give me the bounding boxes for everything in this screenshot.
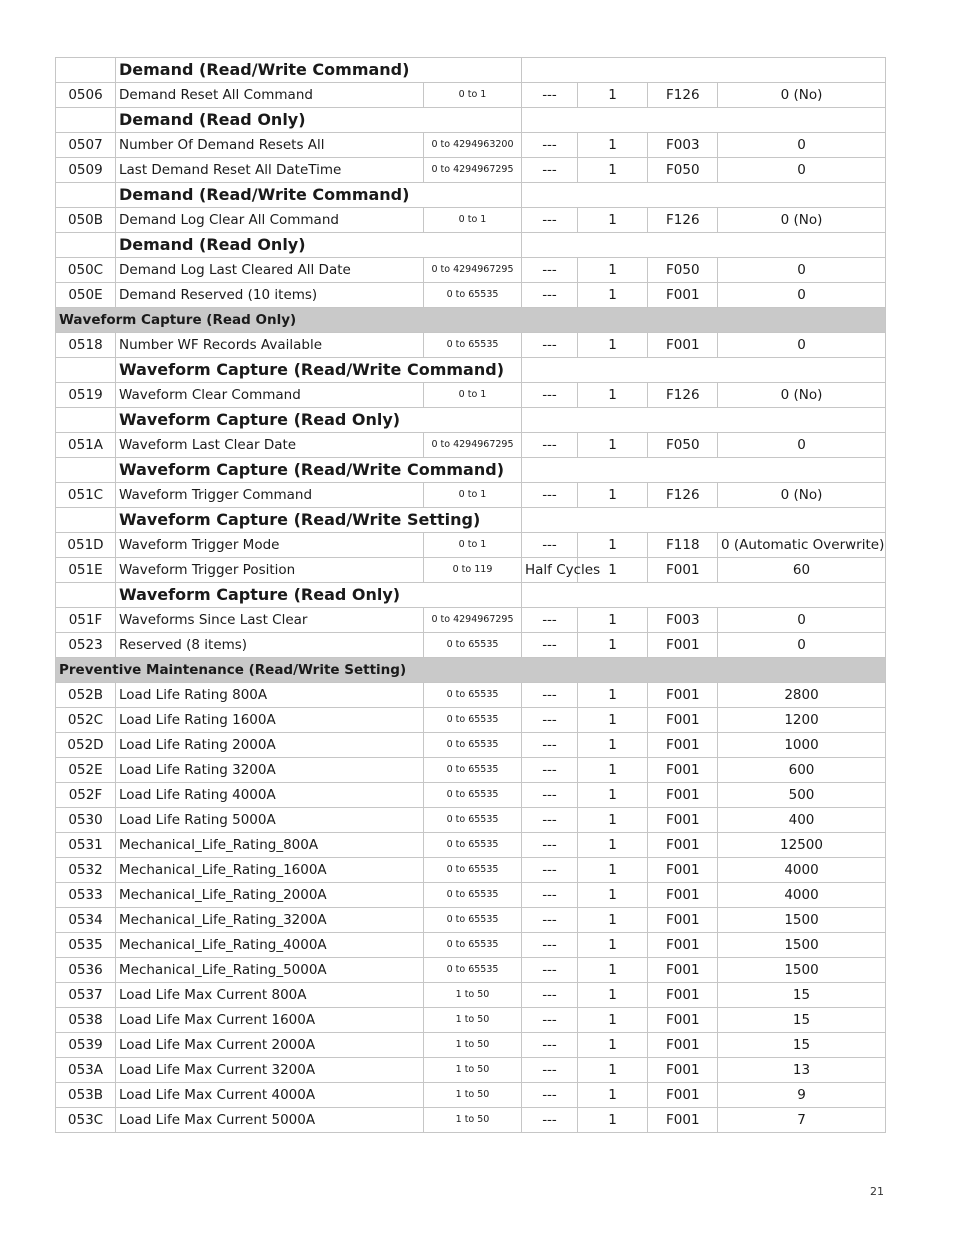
register-range: 0 to 65535 [424, 883, 522, 908]
register-default: 15 [718, 1008, 886, 1033]
register-address: 0518 [56, 333, 116, 358]
subsection-blank-cell [522, 358, 886, 383]
section-header-row [56, 308, 886, 333]
register-description: Demand Log Last Cleared All Date [116, 258, 424, 283]
address-cell-empty [56, 458, 116, 483]
register-format: F001 [648, 708, 718, 733]
register-step: 1 [578, 208, 648, 233]
section-title: Preventive Maintenance (Read/Write Setting) [56, 658, 886, 683]
table-row [56, 683, 886, 708]
register-units: --- [522, 1108, 578, 1133]
register-default: 1000 [718, 733, 886, 758]
register-step: 1 [578, 908, 648, 933]
table-row [56, 1083, 886, 1108]
register-description: Demand Reset All Command [116, 83, 424, 108]
register-address: 052C [56, 708, 116, 733]
register-step: 1 [578, 483, 648, 508]
register-range: 0 to 65535 [424, 933, 522, 958]
register-step: 1 [578, 783, 648, 808]
address-cell-empty [56, 583, 116, 608]
subsection-blank-cell [522, 58, 886, 83]
address-cell-empty [56, 508, 116, 533]
subsection-title: Waveform Capture (Read Only) [116, 408, 522, 433]
register-step: 1 [578, 733, 648, 758]
register-description: Load Life Rating 4000A [116, 783, 424, 808]
register-default: 0 (No) [718, 483, 886, 508]
register-units: --- [522, 858, 578, 883]
register-units: --- [522, 808, 578, 833]
register-units: --- [522, 783, 578, 808]
register-range: 0 to 65535 [424, 783, 522, 808]
register-units: --- [522, 383, 578, 408]
register-description: Load Life Rating 3200A [116, 758, 424, 783]
register-format: F118 [648, 533, 718, 558]
table-row [56, 433, 886, 458]
modbus-register-table [55, 57, 886, 1133]
subsection-blank-cell [522, 183, 886, 208]
address-cell-empty [56, 408, 116, 433]
register-units: --- [522, 83, 578, 108]
register-default: 0 [718, 158, 886, 183]
register-format: F001 [648, 683, 718, 708]
register-range: 0 to 4294967295 [424, 608, 522, 633]
register-step: 1 [578, 758, 648, 783]
register-format: F001 [648, 1108, 718, 1133]
register-address: 0532 [56, 858, 116, 883]
register-step: 1 [578, 158, 648, 183]
register-format: F050 [648, 158, 718, 183]
register-default: 0 (No) [718, 83, 886, 108]
register-step: 1 [578, 608, 648, 633]
register-range: 1 to 50 [424, 1008, 522, 1033]
table-row [56, 83, 886, 108]
table-row [56, 983, 886, 1008]
register-default: 12500 [718, 833, 886, 858]
register-default: 60 [718, 558, 886, 583]
register-address: 052B [56, 683, 116, 708]
table-row [56, 908, 886, 933]
table-row [56, 283, 886, 308]
table-row [56, 333, 886, 358]
table-row [56, 1008, 886, 1033]
register-table-body [56, 58, 886, 1133]
register-format: F126 [648, 83, 718, 108]
register-units: --- [522, 833, 578, 858]
register-units: --- [522, 1033, 578, 1058]
register-step: 1 [578, 283, 648, 308]
register-address: 051A [56, 433, 116, 458]
register-description: Mechanical_Life_Rating_5000A [116, 958, 424, 983]
register-range: 0 to 65535 [424, 333, 522, 358]
section-title: Waveform Capture (Read Only) [56, 308, 886, 333]
subsection-title: Waveform Capture (Read/Write Setting) [116, 508, 522, 533]
register-address: 0530 [56, 808, 116, 833]
register-step: 1 [578, 133, 648, 158]
table-row [56, 558, 886, 583]
register-format: F001 [648, 808, 718, 833]
register-step: 1 [578, 1058, 648, 1083]
register-description: Number WF Records Available [116, 333, 424, 358]
register-address: 052E [56, 758, 116, 783]
register-description: Mechanical_Life_Rating_1600A [116, 858, 424, 883]
register-format: F001 [648, 333, 718, 358]
register-units: --- [522, 958, 578, 983]
register-default: 0 [718, 333, 886, 358]
register-description: Demand Log Clear All Command [116, 208, 424, 233]
register-range: 1 to 50 [424, 1033, 522, 1058]
register-default: 0 (No) [718, 383, 886, 408]
register-address: 0531 [56, 833, 116, 858]
register-description: Last Demand Reset All DateTime [116, 158, 424, 183]
register-description: Load Life Rating 1600A [116, 708, 424, 733]
register-step: 1 [578, 933, 648, 958]
address-cell-empty [56, 183, 116, 208]
subsection-title: Waveform Capture (Read/Write Command) [116, 358, 522, 383]
table-row [56, 833, 886, 858]
register-description: Mechanical_Life_Rating_4000A [116, 933, 424, 958]
register-default: 0 (Automatic Overwrite) [718, 533, 886, 558]
register-range: 0 to 65535 [424, 833, 522, 858]
subsection-title: Waveform Capture (Read/Write Command) [116, 458, 522, 483]
register-address: 051F [56, 608, 116, 633]
register-address: 0537 [56, 983, 116, 1008]
register-step: 1 [578, 1083, 648, 1108]
register-description: Load Life Max Current 2000A [116, 1033, 424, 1058]
register-units: --- [522, 1008, 578, 1033]
register-address: 0534 [56, 908, 116, 933]
register-description: Load Life Rating 5000A [116, 808, 424, 833]
register-default: 15 [718, 983, 886, 1008]
subsection-title: Demand (Read/Write Command) [116, 58, 522, 83]
register-range: 0 to 119 [424, 558, 522, 583]
table-row [56, 1108, 886, 1133]
register-range: 0 to 65535 [424, 633, 522, 658]
register-description: Load Life Max Current 1600A [116, 1008, 424, 1033]
table-row [56, 783, 886, 808]
table-row [56, 633, 886, 658]
register-format: F050 [648, 258, 718, 283]
register-format: F001 [648, 633, 718, 658]
register-step: 1 [578, 383, 648, 408]
subsection-title: Demand (Read/Write Command) [116, 183, 522, 208]
register-units: --- [522, 733, 578, 758]
register-units: --- [522, 708, 578, 733]
register-range: 0 to 1 [424, 483, 522, 508]
register-range: 0 to 1 [424, 383, 522, 408]
table-row [56, 1033, 886, 1058]
register-range: 0 to 4294967295 [424, 158, 522, 183]
subsection-header-row [56, 108, 886, 133]
register-description: Mechanical_Life_Rating_800A [116, 833, 424, 858]
register-default: 0 [718, 608, 886, 633]
table-row [56, 1058, 886, 1083]
register-step: 1 [578, 858, 648, 883]
register-description: Demand Reserved (10 items) [116, 283, 424, 308]
register-description: Number Of Demand Resets All [116, 133, 424, 158]
register-units: --- [522, 483, 578, 508]
register-description: Waveform Trigger Command [116, 483, 424, 508]
register-default: 7 [718, 1108, 886, 1133]
register-range: 0 to 65535 [424, 958, 522, 983]
page-number: 21 [870, 1185, 884, 1198]
register-format: F126 [648, 383, 718, 408]
register-default: 0 [718, 133, 886, 158]
register-description: Waveform Last Clear Date [116, 433, 424, 458]
register-address: 0506 [56, 83, 116, 108]
register-format: F001 [648, 283, 718, 308]
register-units: --- [522, 258, 578, 283]
register-step: 1 [578, 1108, 648, 1133]
register-format: F001 [648, 733, 718, 758]
register-format: F001 [648, 933, 718, 958]
address-cell-empty [56, 58, 116, 83]
register-units: --- [522, 433, 578, 458]
subsection-title: Demand (Read Only) [116, 233, 522, 258]
table-row [56, 533, 886, 558]
register-default: 1200 [718, 708, 886, 733]
register-units: --- [522, 908, 578, 933]
register-description: Load Life Rating 800A [116, 683, 424, 708]
register-range: 1 to 50 [424, 983, 522, 1008]
table-row [56, 933, 886, 958]
table-row [56, 883, 886, 908]
register-format: F050 [648, 433, 718, 458]
register-range: 0 to 65535 [424, 908, 522, 933]
register-range: 0 to 65535 [424, 758, 522, 783]
register-default: 0 (No) [718, 208, 886, 233]
register-range: 0 to 65535 [424, 708, 522, 733]
register-address: 050E [56, 283, 116, 308]
register-range: 0 to 65535 [424, 683, 522, 708]
register-default: 4000 [718, 883, 886, 908]
register-address: 051C [56, 483, 116, 508]
register-description: Mechanical_Life_Rating_3200A [116, 908, 424, 933]
register-range: 0 to 65535 [424, 733, 522, 758]
table-row [56, 208, 886, 233]
address-cell-empty [56, 108, 116, 133]
register-address: 053A [56, 1058, 116, 1083]
register-description: Reserved (8 items) [116, 633, 424, 658]
table-row [56, 158, 886, 183]
register-step: 1 [578, 83, 648, 108]
subsection-header-row [56, 58, 886, 83]
register-range: 1 to 50 [424, 1083, 522, 1108]
register-default: 500 [718, 783, 886, 808]
register-address: 0539 [56, 1033, 116, 1058]
table-row [56, 733, 886, 758]
subsection-title: Demand (Read Only) [116, 108, 522, 133]
register-address: 0523 [56, 633, 116, 658]
register-format: F001 [648, 758, 718, 783]
register-format: F001 [648, 783, 718, 808]
register-default: 9 [718, 1083, 886, 1108]
table-row [56, 383, 886, 408]
register-format: F003 [648, 608, 718, 633]
register-default: 13 [718, 1058, 886, 1083]
subsection-header-row [56, 358, 886, 383]
table-row [56, 133, 886, 158]
register-units: --- [522, 333, 578, 358]
register-address: 051D [56, 533, 116, 558]
subsection-header-row [56, 583, 886, 608]
register-units: --- [522, 208, 578, 233]
table-row [56, 958, 886, 983]
register-range: 0 to 65535 [424, 858, 522, 883]
subsection-header-row [56, 458, 886, 483]
register-address: 0538 [56, 1008, 116, 1033]
register-description: Load Life Max Current 800A [116, 983, 424, 1008]
register-address: 0519 [56, 383, 116, 408]
register-address: 052D [56, 733, 116, 758]
register-step: 1 [578, 1033, 648, 1058]
subsection-header-row [56, 508, 886, 533]
register-default: 0 [718, 433, 886, 458]
register-address: 050B [56, 208, 116, 233]
register-range: 0 to 4294963200 [424, 133, 522, 158]
register-format: F001 [648, 883, 718, 908]
register-step: 1 [578, 1008, 648, 1033]
table-row [56, 708, 886, 733]
register-range: 0 to 65535 [424, 283, 522, 308]
register-address: 053C [56, 1108, 116, 1133]
register-description: Load Life Rating 2000A [116, 733, 424, 758]
register-range: 0 to 65535 [424, 808, 522, 833]
register-description: Load Life Max Current 5000A [116, 1108, 424, 1133]
register-units: --- [522, 1083, 578, 1108]
subsection-blank-cell [522, 458, 886, 483]
register-description: Waveform Trigger Position [116, 558, 424, 583]
register-address: 0536 [56, 958, 116, 983]
register-step: 1 [578, 983, 648, 1008]
register-format: F001 [648, 908, 718, 933]
register-default: 1500 [718, 908, 886, 933]
table-row [56, 858, 886, 883]
register-step: 1 [578, 708, 648, 733]
register-range: 1 to 50 [424, 1058, 522, 1083]
register-default: 15 [718, 1033, 886, 1058]
register-step: 1 [578, 958, 648, 983]
register-range: 0 to 4294967295 [424, 433, 522, 458]
register-step: 1 [578, 833, 648, 858]
section-header-row [56, 658, 886, 683]
register-units: --- [522, 608, 578, 633]
register-format: F001 [648, 958, 718, 983]
table-row [56, 258, 886, 283]
register-default: 1500 [718, 958, 886, 983]
register-units: --- [522, 158, 578, 183]
register-units: --- [522, 533, 578, 558]
register-default: 0 [718, 283, 886, 308]
table-row [56, 758, 886, 783]
register-units: --- [522, 1058, 578, 1083]
subsection-blank-cell [522, 583, 886, 608]
subsection-title: Waveform Capture (Read Only) [116, 583, 522, 608]
register-step: 1 [578, 683, 648, 708]
register-address: 0507 [56, 133, 116, 158]
register-range: 0 to 4294967295 [424, 258, 522, 283]
register-step: 1 [578, 533, 648, 558]
register-default: 0 [718, 633, 886, 658]
subsection-header-row [56, 408, 886, 433]
subsection-header-row [56, 233, 886, 258]
register-format: F001 [648, 1008, 718, 1033]
register-step: 1 [578, 558, 648, 583]
register-units: --- [522, 283, 578, 308]
subsection-blank-cell [522, 408, 886, 433]
register-step: 1 [578, 808, 648, 833]
subsection-blank-cell [522, 108, 886, 133]
register-format: F001 [648, 833, 718, 858]
register-format: F001 [648, 858, 718, 883]
register-units: --- [522, 133, 578, 158]
register-description: Load Life Max Current 4000A [116, 1083, 424, 1108]
register-default: 2800 [718, 683, 886, 708]
register-address: 052F [56, 783, 116, 808]
register-address: 0509 [56, 158, 116, 183]
register-step: 1 [578, 433, 648, 458]
register-format: F001 [648, 558, 718, 583]
register-range: 0 to 1 [424, 83, 522, 108]
table-row [56, 483, 886, 508]
register-address: 051E [56, 558, 116, 583]
register-description: Waveforms Since Last Clear [116, 608, 424, 633]
register-default: 400 [718, 808, 886, 833]
address-cell-empty [56, 358, 116, 383]
table-row [56, 608, 886, 633]
register-units: --- [522, 983, 578, 1008]
subsection-blank-cell [522, 233, 886, 258]
register-step: 1 [578, 333, 648, 358]
register-address: 0535 [56, 933, 116, 958]
register-format: F003 [648, 133, 718, 158]
register-range: 0 to 1 [424, 533, 522, 558]
register-range: 0 to 1 [424, 208, 522, 233]
register-units: --- [522, 883, 578, 908]
register-units: --- [522, 633, 578, 658]
register-units: Half Cycles [522, 558, 578, 583]
table-row [56, 808, 886, 833]
register-description: Waveform Clear Command [116, 383, 424, 408]
register-default: 1500 [718, 933, 886, 958]
register-default: 600 [718, 758, 886, 783]
register-description: Load Life Max Current 3200A [116, 1058, 424, 1083]
address-cell-empty [56, 233, 116, 258]
register-step: 1 [578, 883, 648, 908]
register-format: F001 [648, 1058, 718, 1083]
register-format: F001 [648, 1083, 718, 1108]
subsection-blank-cell [522, 508, 886, 533]
register-format: F126 [648, 483, 718, 508]
register-units: --- [522, 933, 578, 958]
register-default: 4000 [718, 858, 886, 883]
register-range: 1 to 50 [424, 1108, 522, 1133]
register-description: Waveform Trigger Mode [116, 533, 424, 558]
register-address: 050C [56, 258, 116, 283]
register-address: 0533 [56, 883, 116, 908]
register-default: 0 [718, 258, 886, 283]
register-format: F001 [648, 983, 718, 1008]
register-description: Mechanical_Life_Rating_2000A [116, 883, 424, 908]
subsection-header-row [56, 183, 886, 208]
register-format: F126 [648, 208, 718, 233]
register-step: 1 [578, 633, 648, 658]
register-step: 1 [578, 258, 648, 283]
register-address: 053B [56, 1083, 116, 1108]
register-units: --- [522, 758, 578, 783]
register-format: F001 [648, 1033, 718, 1058]
register-units: --- [522, 683, 578, 708]
